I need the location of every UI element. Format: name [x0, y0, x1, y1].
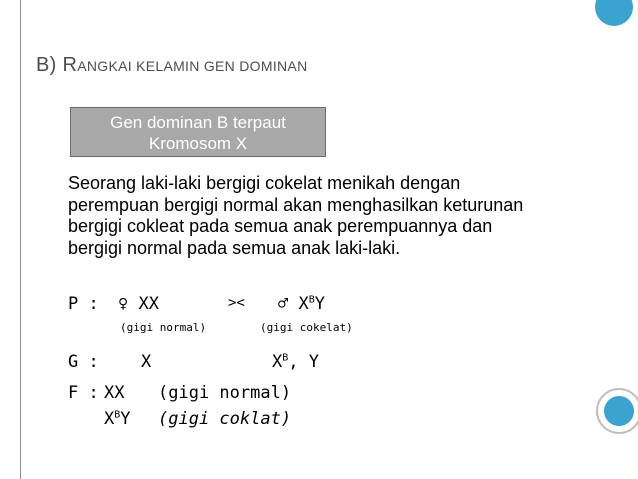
- f1-phenotype: (gigi normal): [158, 383, 292, 403]
- highlight-box-line1: Gen dominan B terpaut: [110, 113, 286, 132]
- g-male-suffix: , Y: [288, 352, 319, 372]
- p-male-genotype: [278, 294, 325, 314]
- decorative-circle-top: [595, 0, 633, 26]
- g-male-prefix: X: [272, 352, 283, 372]
- highlight-box: [70, 107, 326, 157]
- f2-phenotype: (gigi coklat): [158, 409, 292, 429]
- g-female-gamete: X: [141, 352, 152, 372]
- female-phenotype-note: (gigi normal): [120, 321, 207, 334]
- male-phenotype-note: (gigi cokelat): [260, 321, 353, 334]
- g-label: G :: [68, 352, 99, 372]
- g-male-gametes: [272, 352, 319, 372]
- description-paragraph: Seorang laki-laki bergigi cokelat menikah dengan perempuan bergigi normal akan menghasilkan keturunan bergigi cokleat pada semua anak perempuannya dan bergigi normal pada semua anak laki-laki.: [68, 173, 524, 258]
- f2-prefix: X: [104, 409, 115, 429]
- decorative-circle-right-inner: [604, 396, 634, 426]
- p-label: P :: [68, 294, 99, 314]
- title-rest: ANGKAI KELAMIN GEN DOMINAN: [77, 58, 308, 74]
- cross-symbol: ><: [228, 295, 245, 311]
- p-male-suffix: Y: [314, 294, 325, 314]
- f2-sup: B: [114, 409, 121, 421]
- title-prefix: B) R: [36, 54, 78, 76]
- g-male-sup: B: [282, 352, 289, 364]
- f2-genotype: [104, 409, 131, 429]
- highlight-box-line2: Kromosom X: [148, 134, 248, 153]
- decorative-circle-right: [596, 388, 638, 434]
- slide-frame-line: [20, 0, 21, 479]
- f2-suffix: Y: [120, 409, 131, 429]
- p-female-genotype: ♀ XX: [118, 294, 159, 314]
- p-male-sup: B: [308, 294, 315, 306]
- f1-genotype: XX: [104, 383, 125, 403]
- slide-title: [36, 54, 308, 77]
- p-male-prefix: ♂ X: [278, 294, 309, 314]
- f-label: F :: [68, 383, 99, 403]
